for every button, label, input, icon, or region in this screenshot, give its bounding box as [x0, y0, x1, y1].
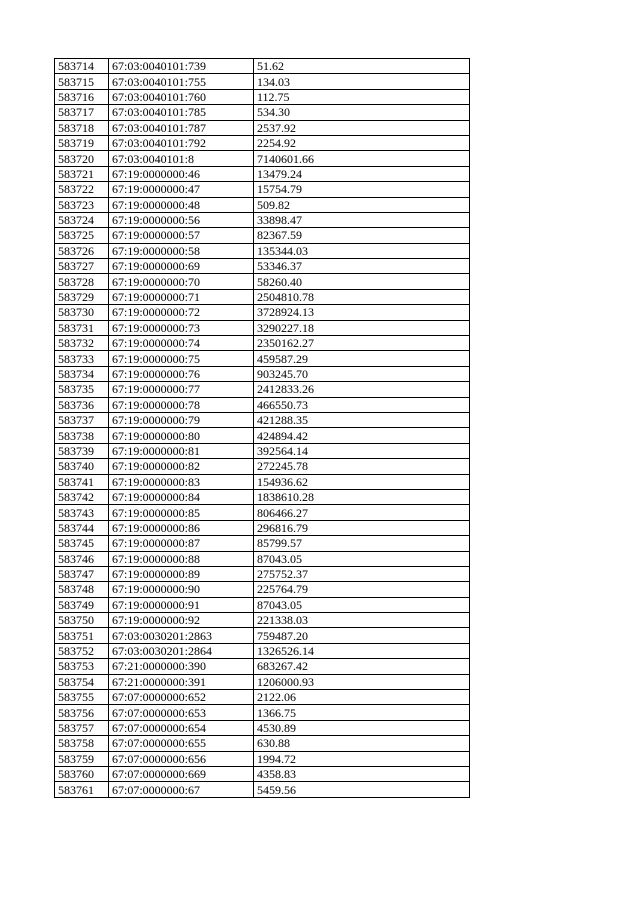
row-id-cell: 583722 — [55, 182, 109, 197]
cadastral-number-cell: 67:03:0040101:755 — [109, 74, 254, 89]
cadastral-number-cell: 67:19:0000000:46 — [109, 166, 254, 181]
cadastral-number-cell: 67:07:0000000:652 — [109, 690, 254, 705]
table-row — [55, 274, 470, 289]
value-cell: 135344.03 — [254, 243, 470, 258]
value-cell: 134.03 — [254, 74, 470, 89]
value-cell: 221338.03 — [254, 613, 470, 628]
row-id-cell: 583728 — [55, 274, 109, 289]
value-cell: 630.88 — [254, 736, 470, 751]
cadastral-number-cell: 67:03:0030201:2863 — [109, 628, 254, 643]
value-cell: 112.75 — [254, 89, 470, 104]
cadastral-number-cell: 67:19:0000000:47 — [109, 182, 254, 197]
row-id-cell: 583744 — [55, 520, 109, 535]
value-cell: 534.30 — [254, 105, 470, 120]
value-cell: 1366.75 — [254, 705, 470, 720]
row-id-cell: 583726 — [55, 243, 109, 258]
table-row — [55, 659, 470, 674]
cadastral-number-cell: 67:07:0000000:67 — [109, 782, 254, 797]
value-cell: 2122.06 — [254, 690, 470, 705]
value-cell: 87043.05 — [254, 597, 470, 612]
value-cell: 85799.57 — [254, 536, 470, 551]
value-cell: 154936.62 — [254, 474, 470, 489]
cadastral-number-cell: 67:21:0000000:390 — [109, 659, 254, 674]
value-cell: 296816.79 — [254, 520, 470, 535]
cadastral-number-cell: 67:19:0000000:56 — [109, 212, 254, 227]
table-row — [55, 259, 470, 274]
table-row — [55, 751, 470, 766]
row-id-cell: 583743 — [55, 505, 109, 520]
value-cell: 421288.35 — [254, 412, 470, 427]
cadastral-number-cell: 67:19:0000000:92 — [109, 613, 254, 628]
table-row — [55, 212, 470, 227]
table-row — [55, 766, 470, 781]
table-row — [55, 459, 470, 474]
table-row — [55, 89, 470, 104]
row-id-cell: 583730 — [55, 305, 109, 320]
table-row — [55, 474, 470, 489]
cadastral-number-cell: 67:19:0000000:57 — [109, 228, 254, 243]
cadastral-number-cell: 67:07:0000000:654 — [109, 720, 254, 735]
cadastral-number-cell: 67:19:0000000:73 — [109, 320, 254, 335]
value-cell: 225764.79 — [254, 582, 470, 597]
value-cell: 509.82 — [254, 197, 470, 212]
table-row — [55, 782, 470, 797]
row-id-cell: 583756 — [55, 705, 109, 720]
cadastral-number-cell: 67:19:0000000:87 — [109, 536, 254, 551]
row-id-cell: 583718 — [55, 120, 109, 135]
row-id-cell: 583720 — [55, 151, 109, 166]
table-row — [55, 289, 470, 304]
table-row — [55, 505, 470, 520]
table-row — [55, 489, 470, 504]
cadastral-number-cell: 67:19:0000000:70 — [109, 274, 254, 289]
row-id-cell: 583753 — [55, 659, 109, 674]
row-id-cell: 583725 — [55, 228, 109, 243]
table-row — [55, 428, 470, 443]
cadastral-number-cell: 67:03:0040101:760 — [109, 89, 254, 104]
table-row — [55, 135, 470, 150]
row-id-cell: 583755 — [55, 690, 109, 705]
value-cell: 5459.56 — [254, 782, 470, 797]
table-row — [55, 382, 470, 397]
value-cell: 58260.40 — [254, 274, 470, 289]
cadastral-number-cell: 67:03:0030201:2864 — [109, 643, 254, 658]
table-row — [55, 366, 470, 381]
value-cell: 2537.92 — [254, 120, 470, 135]
value-cell: 683267.42 — [254, 659, 470, 674]
row-id-cell: 583731 — [55, 320, 109, 335]
cadastral-number-cell: 67:03:0040101:8 — [109, 151, 254, 166]
value-cell: 806466.27 — [254, 505, 470, 520]
table-row — [55, 736, 470, 751]
table-row — [55, 443, 470, 458]
row-id-cell: 583724 — [55, 212, 109, 227]
cadastral-number-cell: 67:19:0000000:86 — [109, 520, 254, 535]
table-row — [55, 243, 470, 258]
cadastral-number-cell: 67:19:0000000:72 — [109, 305, 254, 320]
row-id-cell: 583752 — [55, 643, 109, 658]
value-cell: 7140601.66 — [254, 151, 470, 166]
table-row — [55, 643, 470, 658]
table-row — [55, 74, 470, 89]
row-id-cell: 583747 — [55, 566, 109, 581]
row-id-cell: 583746 — [55, 551, 109, 566]
row-id-cell: 583737 — [55, 412, 109, 427]
value-cell: 2350162.27 — [254, 336, 470, 351]
table-row — [55, 197, 470, 212]
value-cell: 903245.70 — [254, 366, 470, 381]
table-row — [55, 105, 470, 120]
row-id-cell: 583760 — [55, 766, 109, 781]
row-id-cell: 583740 — [55, 459, 109, 474]
row-id-cell: 583739 — [55, 443, 109, 458]
cadastral-number-cell: 67:19:0000000:85 — [109, 505, 254, 520]
row-id-cell: 583738 — [55, 428, 109, 443]
table-row — [55, 720, 470, 735]
cadastral-number-cell: 67:19:0000000:84 — [109, 489, 254, 504]
value-cell: 87043.05 — [254, 551, 470, 566]
value-cell: 2412833.26 — [254, 382, 470, 397]
table-row — [55, 582, 470, 597]
table-row — [55, 182, 470, 197]
table-row — [55, 351, 470, 366]
row-id-cell: 583761 — [55, 782, 109, 797]
row-id-cell: 583721 — [55, 166, 109, 181]
value-cell: 4530.89 — [254, 720, 470, 735]
cadastral-number-cell: 67:19:0000000:77 — [109, 382, 254, 397]
table-row — [55, 320, 470, 335]
row-id-cell: 583716 — [55, 89, 109, 104]
table-row — [55, 628, 470, 643]
table-row — [55, 536, 470, 551]
cadastral-number-cell: 67:19:0000000:88 — [109, 551, 254, 566]
cadastral-number-cell: 67:19:0000000:76 — [109, 366, 254, 381]
value-cell: 82367.59 — [254, 228, 470, 243]
row-id-cell: 583736 — [55, 397, 109, 412]
value-cell: 2254.92 — [254, 135, 470, 150]
value-cell: 272245.78 — [254, 459, 470, 474]
row-id-cell: 583714 — [55, 59, 109, 74]
table-row — [55, 674, 470, 689]
table-row — [55, 597, 470, 612]
cadastral-number-cell: 67:19:0000000:81 — [109, 443, 254, 458]
row-id-cell: 583748 — [55, 582, 109, 597]
table-row — [55, 59, 470, 74]
row-id-cell: 583734 — [55, 366, 109, 381]
value-cell: 4358.83 — [254, 766, 470, 781]
cadastral-number-cell: 67:07:0000000:655 — [109, 736, 254, 751]
row-id-cell: 583741 — [55, 474, 109, 489]
table-body — [55, 59, 470, 798]
cadastral-number-cell: 67:19:0000000:89 — [109, 566, 254, 581]
table-row — [55, 397, 470, 412]
value-cell: 424894.42 — [254, 428, 470, 443]
value-cell: 1838610.28 — [254, 489, 470, 504]
row-id-cell: 583759 — [55, 751, 109, 766]
cadastral-number-cell: 67:19:0000000:90 — [109, 582, 254, 597]
row-id-cell: 583719 — [55, 135, 109, 150]
value-cell: 1326526.14 — [254, 643, 470, 658]
cadastral-number-cell: 67:19:0000000:79 — [109, 412, 254, 427]
cadastral-value-table — [54, 58, 470, 798]
table-row — [55, 166, 470, 181]
value-cell: 1994.72 — [254, 751, 470, 766]
value-cell: 459587.29 — [254, 351, 470, 366]
cadastral-number-cell: 67:19:0000000:91 — [109, 597, 254, 612]
row-id-cell: 583717 — [55, 105, 109, 120]
row-id-cell: 583745 — [55, 536, 109, 551]
row-id-cell: 583754 — [55, 674, 109, 689]
cadastral-number-cell: 67:03:0040101:785 — [109, 105, 254, 120]
value-cell: 33898.47 — [254, 212, 470, 227]
table-row — [55, 613, 470, 628]
cadastral-number-cell: 67:03:0040101:739 — [109, 59, 254, 74]
row-id-cell: 583727 — [55, 259, 109, 274]
row-id-cell: 583735 — [55, 382, 109, 397]
cadastral-number-cell: 67:19:0000000:71 — [109, 289, 254, 304]
table-row — [55, 566, 470, 581]
value-cell: 392564.14 — [254, 443, 470, 458]
value-cell: 2504810.78 — [254, 289, 470, 304]
row-id-cell: 583757 — [55, 720, 109, 735]
cadastral-number-cell: 67:03:0040101:787 — [109, 120, 254, 135]
cadastral-number-cell: 67:19:0000000:78 — [109, 397, 254, 412]
value-cell: 51.62 — [254, 59, 470, 74]
table-row — [55, 412, 470, 427]
value-cell: 1206000.93 — [254, 674, 470, 689]
table-row — [55, 690, 470, 705]
value-cell: 3290227.18 — [254, 320, 470, 335]
cadastral-number-cell: 67:19:0000000:48 — [109, 197, 254, 212]
cadastral-number-cell: 67:03:0040101:792 — [109, 135, 254, 150]
cadastral-number-cell: 67:19:0000000:74 — [109, 336, 254, 351]
table-row — [55, 551, 470, 566]
row-id-cell: 583758 — [55, 736, 109, 751]
table-row — [55, 305, 470, 320]
table-row — [55, 336, 470, 351]
cadastral-number-cell: 67:19:0000000:75 — [109, 351, 254, 366]
cadastral-number-cell: 67:19:0000000:58 — [109, 243, 254, 258]
cadastral-number-cell: 67:07:0000000:653 — [109, 705, 254, 720]
value-cell: 3728924.13 — [254, 305, 470, 320]
cadastral-number-cell: 67:19:0000000:69 — [109, 259, 254, 274]
row-id-cell: 583732 — [55, 336, 109, 351]
value-cell: 759487.20 — [254, 628, 470, 643]
row-id-cell: 583733 — [55, 351, 109, 366]
cadastral-number-cell: 67:19:0000000:83 — [109, 474, 254, 489]
table-row — [55, 151, 470, 166]
table-row — [55, 120, 470, 135]
cadastral-number-cell: 67:19:0000000:80 — [109, 428, 254, 443]
cadastral-number-cell: 67:07:0000000:656 — [109, 751, 254, 766]
value-cell: 13479.24 — [254, 166, 470, 181]
cadastral-number-cell: 67:07:0000000:669 — [109, 766, 254, 781]
table-row — [55, 705, 470, 720]
row-id-cell: 583749 — [55, 597, 109, 612]
row-id-cell: 583750 — [55, 613, 109, 628]
row-id-cell: 583715 — [55, 74, 109, 89]
row-id-cell: 583729 — [55, 289, 109, 304]
table-row — [55, 520, 470, 535]
row-id-cell: 583751 — [55, 628, 109, 643]
value-cell: 275752.37 — [254, 566, 470, 581]
table-row — [55, 228, 470, 243]
cadastral-number-cell: 67:19:0000000:82 — [109, 459, 254, 474]
value-cell: 53346.37 — [254, 259, 470, 274]
cadastral-number-cell: 67:21:0000000:391 — [109, 674, 254, 689]
value-cell: 15754.79 — [254, 182, 470, 197]
value-cell: 466550.73 — [254, 397, 470, 412]
row-id-cell: 583742 — [55, 489, 109, 504]
row-id-cell: 583723 — [55, 197, 109, 212]
